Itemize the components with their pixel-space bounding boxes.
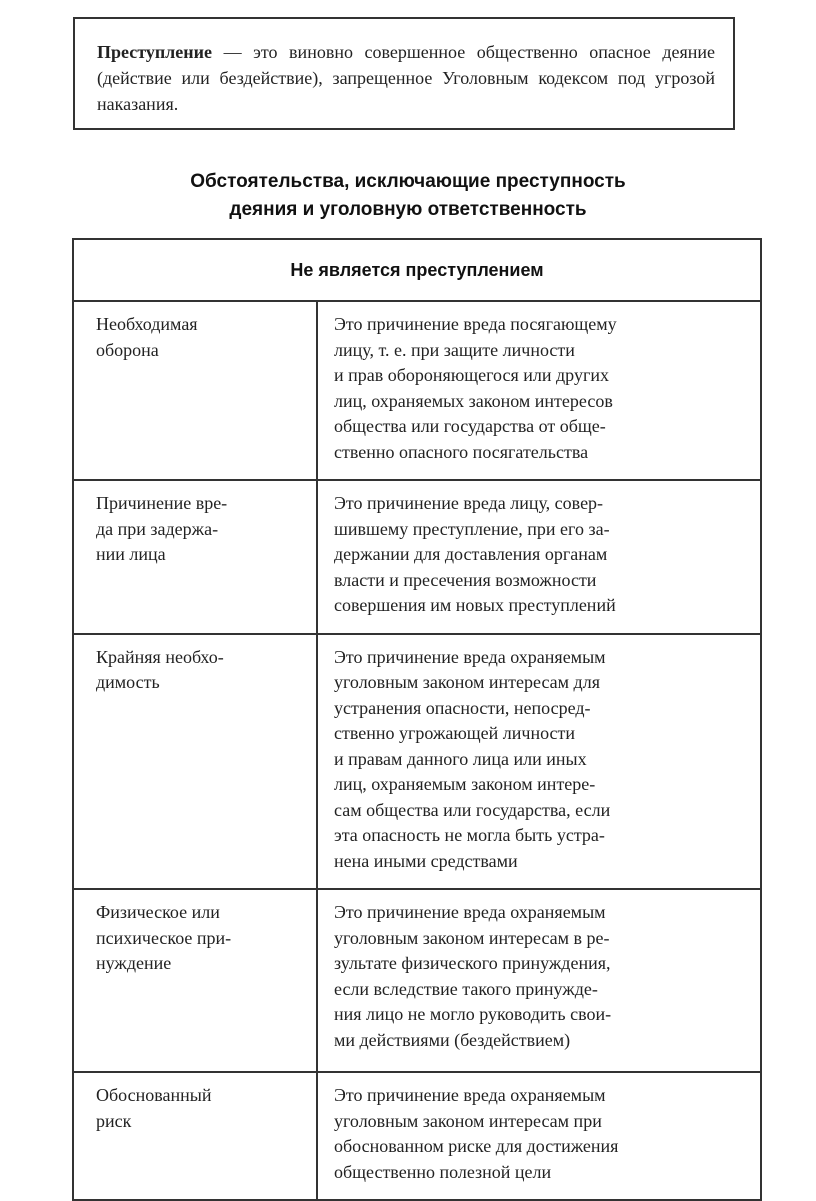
definition-box (73, 17, 735, 130)
text-line: если вследствие такого принужде- (334, 978, 598, 999)
text-line: Это причинение вреда охраняемым (334, 1085, 606, 1105)
text-line: обоснованном риске для достижения (334, 1136, 619, 1156)
text-line: лиц, охраняемым законом интере- (334, 774, 596, 794)
text-line: уголовным законом интересам в ре- (334, 927, 610, 948)
title-line: Обстоятельства, исключающие преступность (190, 171, 626, 192)
definition-term: Преступление (97, 42, 213, 62)
circumstance-name (73, 634, 317, 890)
circumstance-name (73, 889, 317, 1072)
text-line: ственно опасного посягательства (334, 441, 589, 462)
text-line: ми действиями (бездействием) (334, 1029, 571, 1050)
text-line: ния лицо не могло руководить свои- (334, 1004, 612, 1024)
text-line: Физическое или (96, 902, 220, 922)
text-line: Это причинение вреда лицу, совер- (334, 493, 604, 513)
text-line: нуждение (96, 953, 172, 973)
text-line: Обоснованный (96, 1085, 212, 1105)
text-line: нии лица (96, 544, 166, 564)
circumstances-table (72, 238, 762, 1201)
text-line: эта опасность не могла быть устра- (334, 825, 605, 845)
definition-text: — это виновно совершенное общественно опасное деяние (действие или бездействие), запрещенное Уголовным кодексом под угрозой наказания. (97, 42, 715, 114)
circumstance-name (73, 1072, 317, 1200)
text-line: устранения опасности, непосред- (334, 697, 591, 718)
text-line: совершения им новых преступлений (334, 595, 616, 615)
text-line: и прав обороняющегося или других (334, 365, 609, 385)
circumstance-description (317, 1072, 761, 1200)
text-line: лиц, охраняемых законом интересов (334, 390, 613, 411)
text-line: оборона (96, 339, 159, 360)
table-row (73, 889, 761, 1072)
text-line: сам общества или государства, если (334, 799, 611, 820)
text-line: держании для доставления органам (334, 544, 608, 564)
table-row (73, 634, 761, 890)
section-title (0, 168, 816, 224)
circumstance-description (317, 889, 761, 1072)
text-line: Необходимая (96, 314, 198, 334)
text-line: лицу, т. е. при защите личности (334, 339, 575, 360)
text-line: Крайняя необхо- (96, 646, 224, 667)
text-line: да при задержа- (96, 518, 219, 539)
circumstance-name (73, 301, 317, 480)
text-line: власти и пресечения возможности (334, 569, 597, 590)
text-line: психическое при- (96, 927, 232, 948)
text-line: нена иными средствами (334, 850, 518, 871)
circumstance-description (317, 634, 761, 890)
circumstance-description (317, 480, 761, 634)
circumstance-description (317, 301, 761, 480)
text-line: Это причинение вреда посягающему (334, 314, 617, 334)
text-line: общественно полезной цели (334, 1161, 552, 1182)
text-line: Это причинение вреда охраняемым (334, 646, 606, 667)
text-line: Причинение вре- (96, 493, 228, 513)
table-header: Не является преступлением (73, 239, 761, 301)
text-line: зультате физического принуждения, (334, 953, 611, 973)
text-line: риск (96, 1110, 132, 1131)
text-line: шившему преступление, при его за- (334, 518, 610, 539)
text-line: уголовным законом интересам при (334, 1110, 602, 1131)
text-line: Это причинение вреда охраняемым (334, 902, 606, 922)
text-line: и правам данного лица или иных (334, 748, 587, 769)
text-line: димость (96, 672, 160, 692)
text-line: ственно угрожающей личности (334, 723, 576, 743)
text-line: уголовным законом интересам для (334, 672, 600, 692)
table-row (73, 1072, 761, 1200)
table-row (73, 301, 761, 480)
circumstance-name (73, 480, 317, 634)
table-row (73, 480, 761, 634)
title-line: деяния и уголовную ответственность (229, 199, 587, 220)
text-line: общества или государства от обще- (334, 416, 606, 436)
